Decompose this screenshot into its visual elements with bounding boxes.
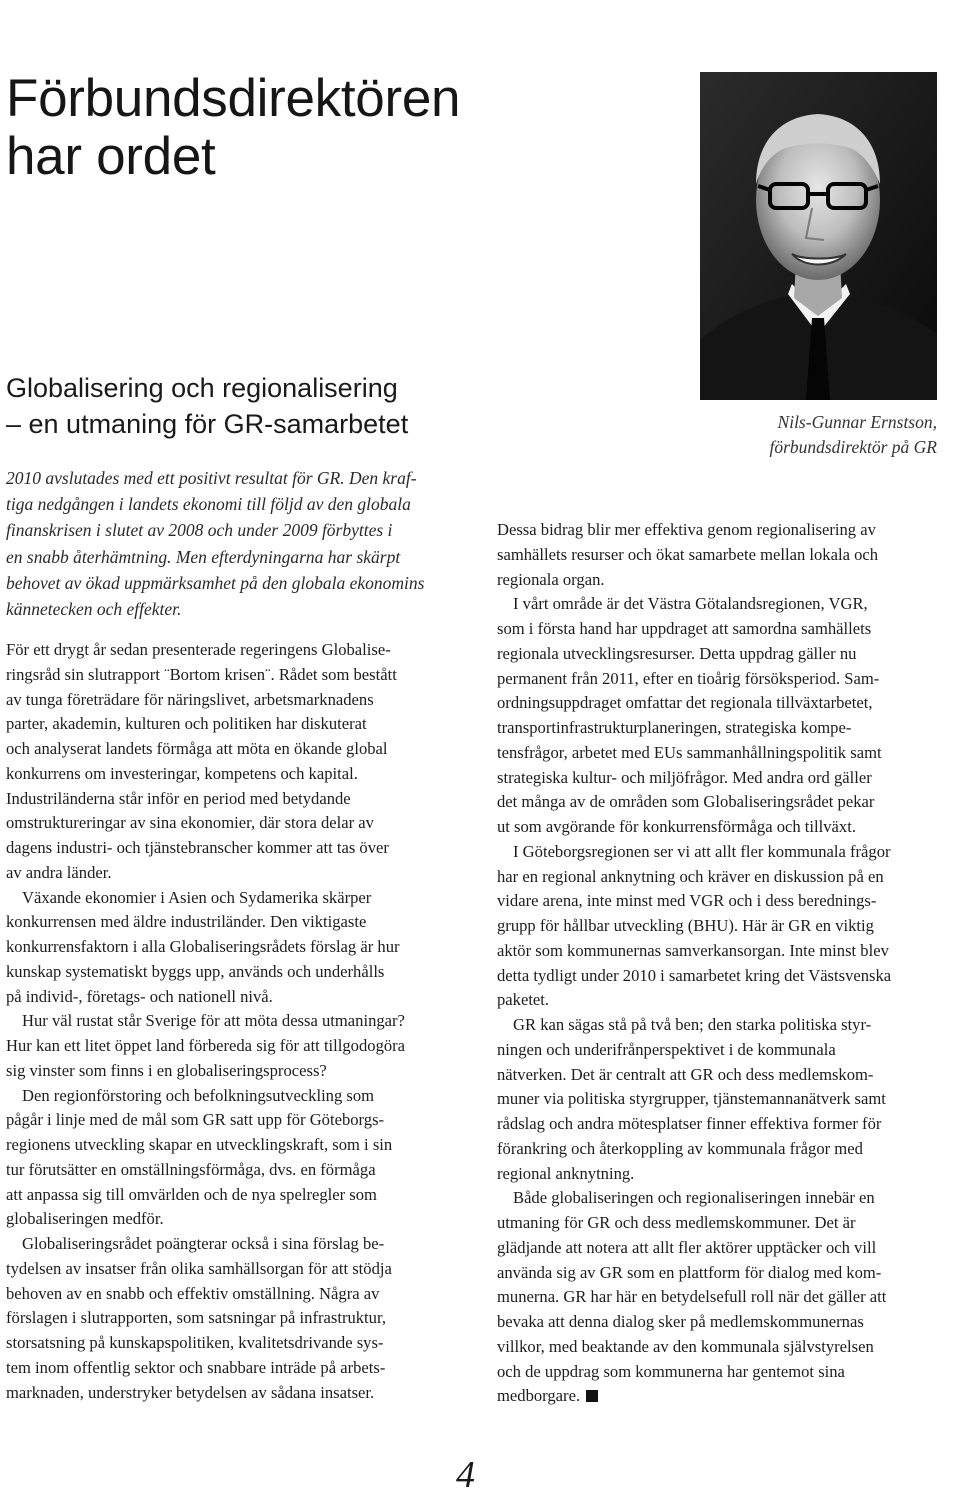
body-line: glädjande att notera att allt fler aktörer upptäcker och vill <box>497 1237 877 1257</box>
caption-line: förbundsdirektör på GR <box>769 437 937 457</box>
body-line: muner via politiska styrgrupper, tjänstemannanätverk samt <box>497 1089 886 1109</box>
body-line: att anpassa sig till omvärlden och de nya spelregler som <box>6 1184 377 1204</box>
body-line: omstruktureringar av sina ekonomier, där stora delar av <box>6 813 374 833</box>
body-line: bevaka att denna dialog sker på medlemskommunernas <box>497 1312 864 1331</box>
body-line: nätverken. Det är centralt att GR och dess medlemskom- <box>497 1064 874 1084</box>
body-line: tensfrågor, arbetet med EUs sammanhållningspolitik samt <box>497 742 882 762</box>
body-line: grupp för hållbar utveckling (BHU). Här är GR en viktig <box>497 916 874 935</box>
body-line: det många av de områden som Globaliseringsrådet pekar <box>497 792 875 812</box>
body-line: och de uppdrag som kommunerna har gentemot sina <box>497 1361 845 1381</box>
left-body-column <box>6 638 446 1405</box>
body-line: detta tydligt under 2010 i samarbetet kring det Västsvenska <box>497 965 892 985</box>
body-line: aktör som kommunernas samverkansorgan. Inte minst blev <box>497 940 889 960</box>
body-line: villkor, med beaktande av den kommunala självstyrelsen <box>497 1336 874 1356</box>
body-line: som i första hand har uppdraget att samordna samhällets <box>497 619 872 638</box>
body-line: har en regional anknytning och kräver en diskussion på en <box>497 866 884 886</box>
body-line: regionala utvecklingsresurser. Detta uppdrag gäller nu <box>497 643 857 663</box>
body-line: För ett drygt år sedan presenterade regeringens Globalise- <box>6 640 391 659</box>
body-line: tem inom offentlig sektor och snabbare inträde på arbets- <box>6 1357 386 1377</box>
body-line: regionens utveckling skapar en utvecklingskraft, som i sin <box>6 1135 393 1154</box>
body-line: marknaden, understryker betydelsen av sådana insatser. <box>6 1382 375 1402</box>
body-line: GR kan sägas stå på två ben; den starka politiska styr- <box>513 1015 872 1034</box>
body-line: Hur väl rustat står Sverige för att möta dessa utmaningar? <box>22 1011 405 1031</box>
subheading <box>6 370 408 442</box>
lead-line: 2010 avslutades med ett positivt resultat för GR. Den kraf- <box>6 468 417 488</box>
body-line: paketet. <box>497 990 550 1010</box>
body-line: permanent från 2011, efter en tioårig försöksperiod. Sam- <box>497 668 880 688</box>
body-line-final <box>497 1384 939 1409</box>
photo-caption <box>769 410 937 460</box>
body-line: förankring och återkoppling av kommunala frågor med <box>497 1138 863 1158</box>
body-line: ringsråd sin slutrapport ¨Bortom krisen¨. Rådet som bestått <box>6 664 397 684</box>
body-line: kunskap systematiskt byggs upp, används och underhålls <box>6 961 385 981</box>
body-line: använda sig av GR som en plattform för dialog med kom- <box>497 1262 882 1282</box>
title-line: har ordet <box>6 127 216 186</box>
body-line: Den regionförstoring och befolkningsutveckling som <box>22 1085 375 1105</box>
body-line: vidare arena, inte minst med VGR och i dess berednings- <box>497 891 877 911</box>
body-line: Både globaliseringen och regionaliseringen innebär en <box>513 1188 875 1208</box>
subheading-line: – en utmaning för GR-samarbetet <box>6 409 409 439</box>
body-line: tydelsen av insatser från olika samhällsorgan för att stödja <box>6 1258 392 1278</box>
body-line: strategiska kultur- och miljöfrågor. Med andra ord gäller <box>497 767 872 787</box>
lead-line: behovet av ökad uppmärksamhet på den globala ekonomins <box>6 572 425 593</box>
body-line: av tunga företrädare för näringslivet, arbetsmarknadens <box>6 689 374 709</box>
body-line: behoven av en snabb och effektiv omställning. Några av <box>6 1283 380 1303</box>
body-line: konkurrensfaktorn i alla Globaliseringsrådets förslag är hur <box>6 937 400 956</box>
body-line: konkurrensen med äldre industriländer. Den viktigaste <box>6 912 367 932</box>
body-line: sig vinster som finns i en globaliseringsprocess? <box>6 1060 327 1080</box>
final-line-text: medborgare. <box>497 1386 581 1406</box>
portrait-photo <box>700 72 937 400</box>
lead-paragraph <box>6 465 444 622</box>
lead-line: finanskrisen i slutet av 2008 och under 2009 förbyttes i <box>6 520 393 541</box>
lead-line: en snabb återhämtning. Men efterdyningarna har skärpt <box>6 546 401 567</box>
subheading-line: Globalisering och regionalisering <box>6 373 398 403</box>
page-number: 4 <box>456 1454 475 1496</box>
caption-line: Nils-Gunnar Ernstson, <box>777 412 937 432</box>
body-line: på individ-, företags- och nationell nivå. <box>6 986 273 1006</box>
body-line: regionala organ. <box>497 569 605 589</box>
body-line: munerna. GR har här en betydelsefull roll när det gäller att <box>497 1287 887 1307</box>
right-body-column <box>497 518 939 1409</box>
body-line: och analyserat landets förmåga att möta en ökande global <box>6 739 388 758</box>
body-line: globaliseringen medför. <box>6 1209 164 1229</box>
body-line: av andra länder. <box>6 862 112 882</box>
body-line: rådslag och andra mötesplatser finner effektiva former för <box>497 1114 882 1133</box>
body-line: storsatsning på kunskapspolitiken, kvalitetsdrivande sys- <box>6 1333 384 1352</box>
body-line: ningen och underifrånperspektivet i de kommunala <box>497 1039 836 1059</box>
title-line: Förbundsdirektören <box>6 69 461 128</box>
page-title <box>6 70 460 186</box>
body-line: regional anknytning. <box>497 1163 635 1183</box>
body-line: konkurrens om investeringar, kompetens och kapital. <box>6 763 358 783</box>
body-line: transportinfrastrukturplaneringen, strategiska kompe- <box>497 718 852 737</box>
body-line: I Göteborgsregionen ser vi att allt fler kommunala frågor <box>513 841 891 861</box>
body-line: ordningsuppdraget omfattar det regionala tillväxtarbetet, <box>497 693 873 713</box>
body-line: I vårt område är det Västra Götalandsregionen, VGR, <box>513 594 868 614</box>
body-line: tur förutsätter en omställningsförmåga, dvs. en förmåga <box>6 1159 376 1179</box>
lead-line: tiga nedgången i landets ekonomi till följd av den globala <box>6 494 411 515</box>
body-line: Industriländerna står inför en period med betydande <box>6 788 351 808</box>
body-line: parter, akademin, kulturen och politiken har diskuterat <box>6 714 367 734</box>
body-line: förslagen i slutrapporten, som satsningar på infrastruktur, <box>6 1308 386 1328</box>
body-line: dagens industri- och tjänstebranscher kommer att tas över <box>6 838 389 857</box>
body-line: pågår i linje med de mål som GR satt upp för Göteborgs- <box>6 1110 385 1130</box>
end-of-article-square-icon <box>586 1390 598 1402</box>
body-line: Hur kan ett litet öppet land förbereda sig för att tillgodogöra <box>6 1036 406 1055</box>
body-line: samhällets resurser och ökat samarbete mellan lokala och <box>497 544 879 564</box>
body-line: Globaliseringsrådet poängterar också i sina förslag be- <box>22 1234 385 1253</box>
lead-line: kännetecken och effekter. <box>6 599 182 620</box>
body-line: Växande ekonomier i Asien och Sydamerika skärper <box>22 887 372 907</box>
body-line: Dessa bidrag blir mer effektiva genom regionalisering av <box>497 520 876 539</box>
body-line: ut som avgörande för konkurrensförmåga och tillväxt. <box>497 817 856 836</box>
body-line: utmaning för GR och dess medlemskommuner. Det är <box>497 1213 856 1232</box>
